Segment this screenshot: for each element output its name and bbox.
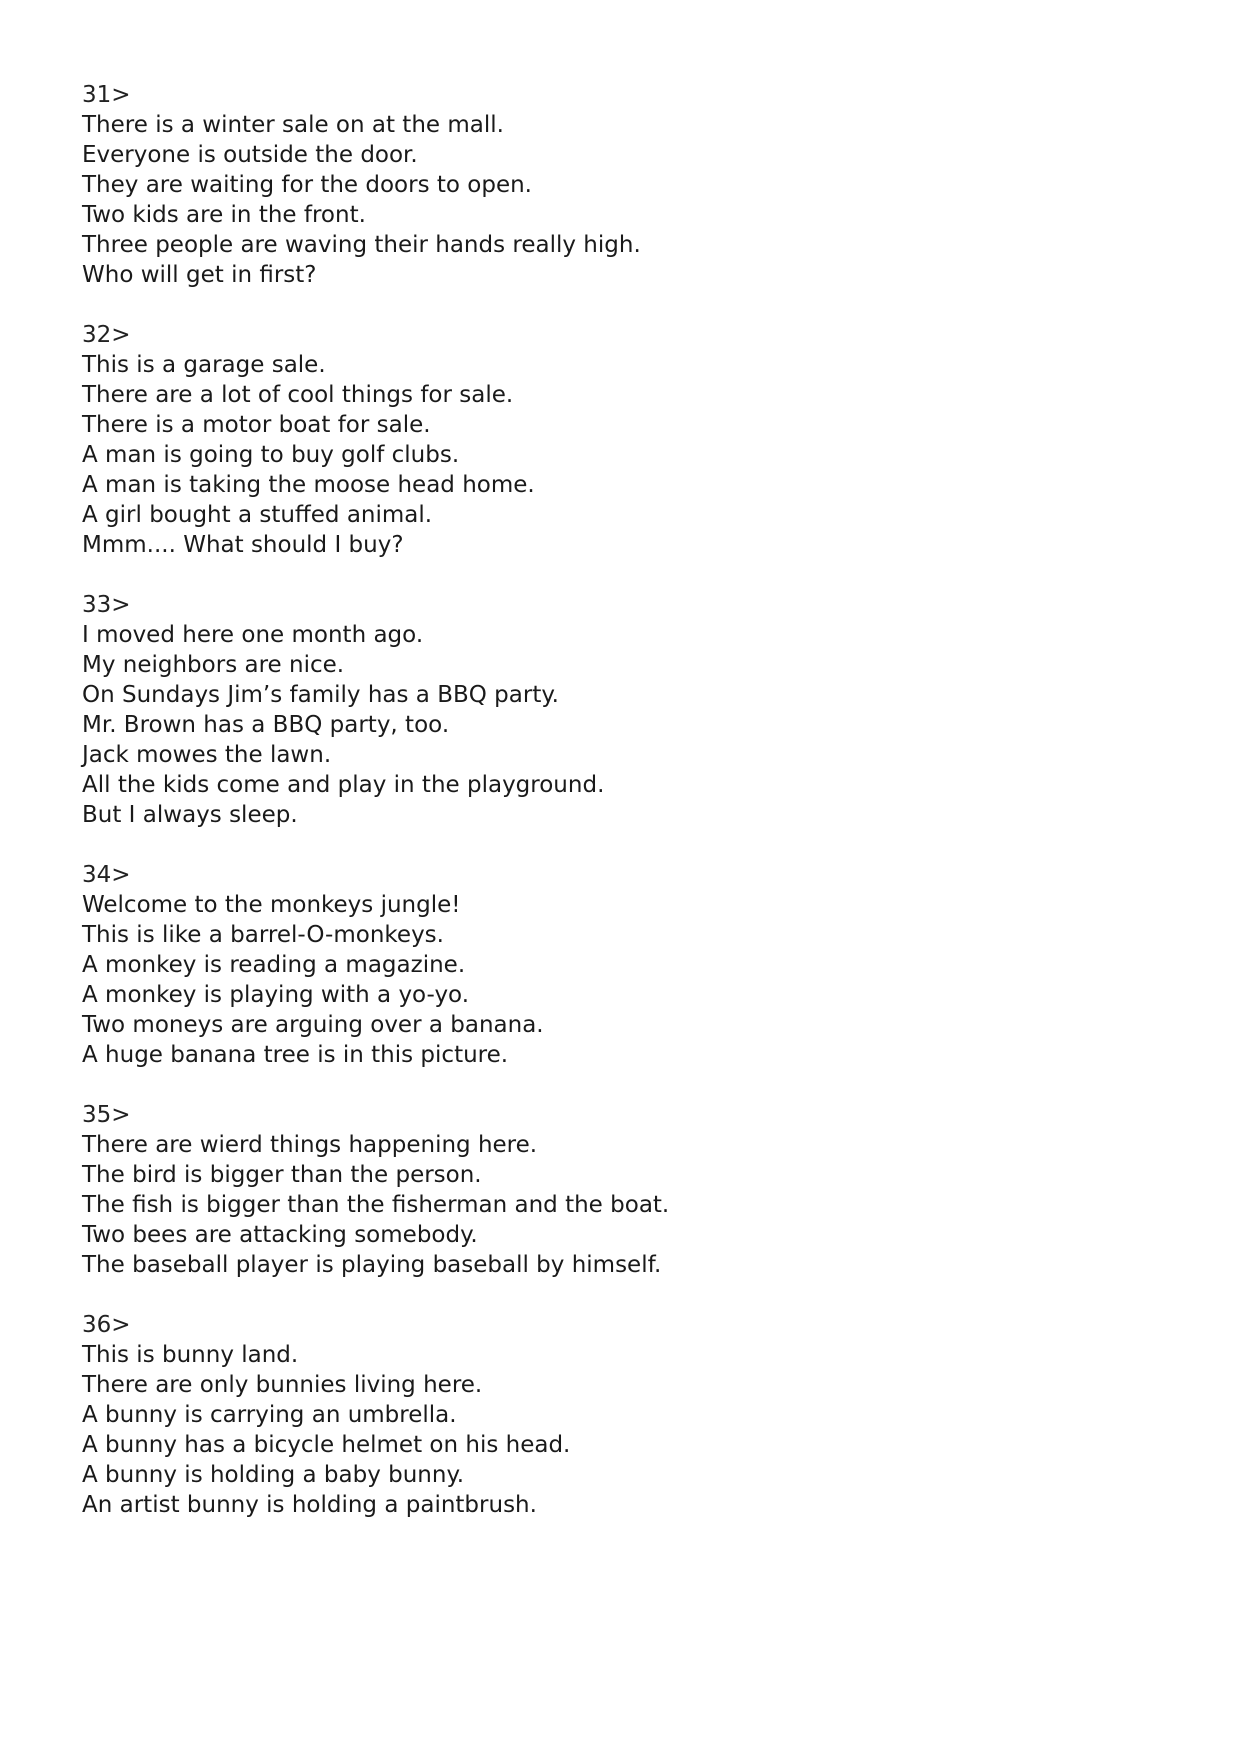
section-number: 31> — [82, 82, 131, 108]
sentence: But I always sleep. — [82, 802, 298, 828]
sentence: Two bees are attacking somebody. — [82, 1222, 478, 1248]
document-page — [82, 80, 1182, 1550]
sentence: This is a garage sale. — [82, 352, 326, 378]
sentence: Two kids are in the front. — [82, 202, 366, 228]
sentence: The bird is bigger than the person. — [82, 1162, 482, 1188]
section-number: 35> — [82, 1102, 131, 1128]
sentence: There are only bunnies living here. — [82, 1372, 483, 1398]
section-number: 33> — [82, 592, 131, 618]
sentence: A man is taking the moose head home. — [82, 472, 535, 498]
section-number: 34> — [82, 862, 131, 888]
sentence: Who will get in first? — [82, 262, 317, 288]
section-32 — [82, 320, 1182, 560]
sentence: All the kids come and play in the playground. — [82, 772, 605, 798]
sentence: A monkey is playing with a yo-yo. — [82, 982, 470, 1008]
sentence: They are waiting for the doors to open. — [82, 172, 532, 198]
sentence: A man is going to buy golf clubs. — [82, 442, 460, 468]
section-33 — [82, 590, 1182, 830]
sentence: A monkey is reading a magazine. — [82, 952, 466, 978]
sentence: The fish is bigger than the fisherman and the boat. — [82, 1192, 670, 1218]
section-35 — [82, 1100, 1182, 1280]
sentence: The baseball player is playing baseball by himself. — [82, 1252, 662, 1278]
sentence: An artist bunny is holding a paintbrush. — [82, 1492, 537, 1518]
sentence: This is bunny land. — [82, 1342, 299, 1368]
sentence: A girl bought a stuffed animal. — [82, 502, 433, 528]
sentence: This is like a barrel-O-monkeys. — [82, 922, 444, 948]
sentence: Mmm.... What should I buy? — [82, 532, 404, 558]
sentence: A bunny is carrying an umbrella. — [82, 1402, 457, 1428]
sentence: Jack mowes the lawn. — [82, 742, 332, 768]
section-number: 36> — [82, 1312, 131, 1338]
sentence: I moved here one month ago. — [82, 622, 424, 648]
section-34 — [82, 860, 1182, 1070]
section-31 — [82, 80, 1182, 290]
sentence: Welcome to the monkeys jungle! — [82, 892, 461, 918]
sentence: Everyone is outside the door. — [82, 142, 418, 168]
sentence: There are a lot of cool things for sale. — [82, 382, 514, 408]
sentence: My neighbors are nice. — [82, 652, 345, 678]
sentence: A bunny is holding a baby bunny. — [82, 1462, 465, 1488]
sentence: Two moneys are arguing over a banana. — [82, 1012, 544, 1038]
section-36 — [82, 1310, 1182, 1520]
sentence: There are wierd things happening here. — [82, 1132, 538, 1158]
sentence: A bunny has a bicycle helmet on his head. — [82, 1432, 571, 1458]
sentence: There is a winter sale on at the mall. — [82, 112, 504, 138]
section-number: 32> — [82, 322, 131, 348]
sentence: Mr. Brown has a BBQ party, too. — [82, 712, 450, 738]
sentence: There is a motor boat for sale. — [82, 412, 431, 438]
sentence: Three people are waving their hands really high. — [82, 232, 641, 258]
sentence: A huge banana tree is in this picture. — [82, 1042, 509, 1068]
sentence: On Sundays Jim’s family has a BBQ party. — [82, 682, 559, 708]
